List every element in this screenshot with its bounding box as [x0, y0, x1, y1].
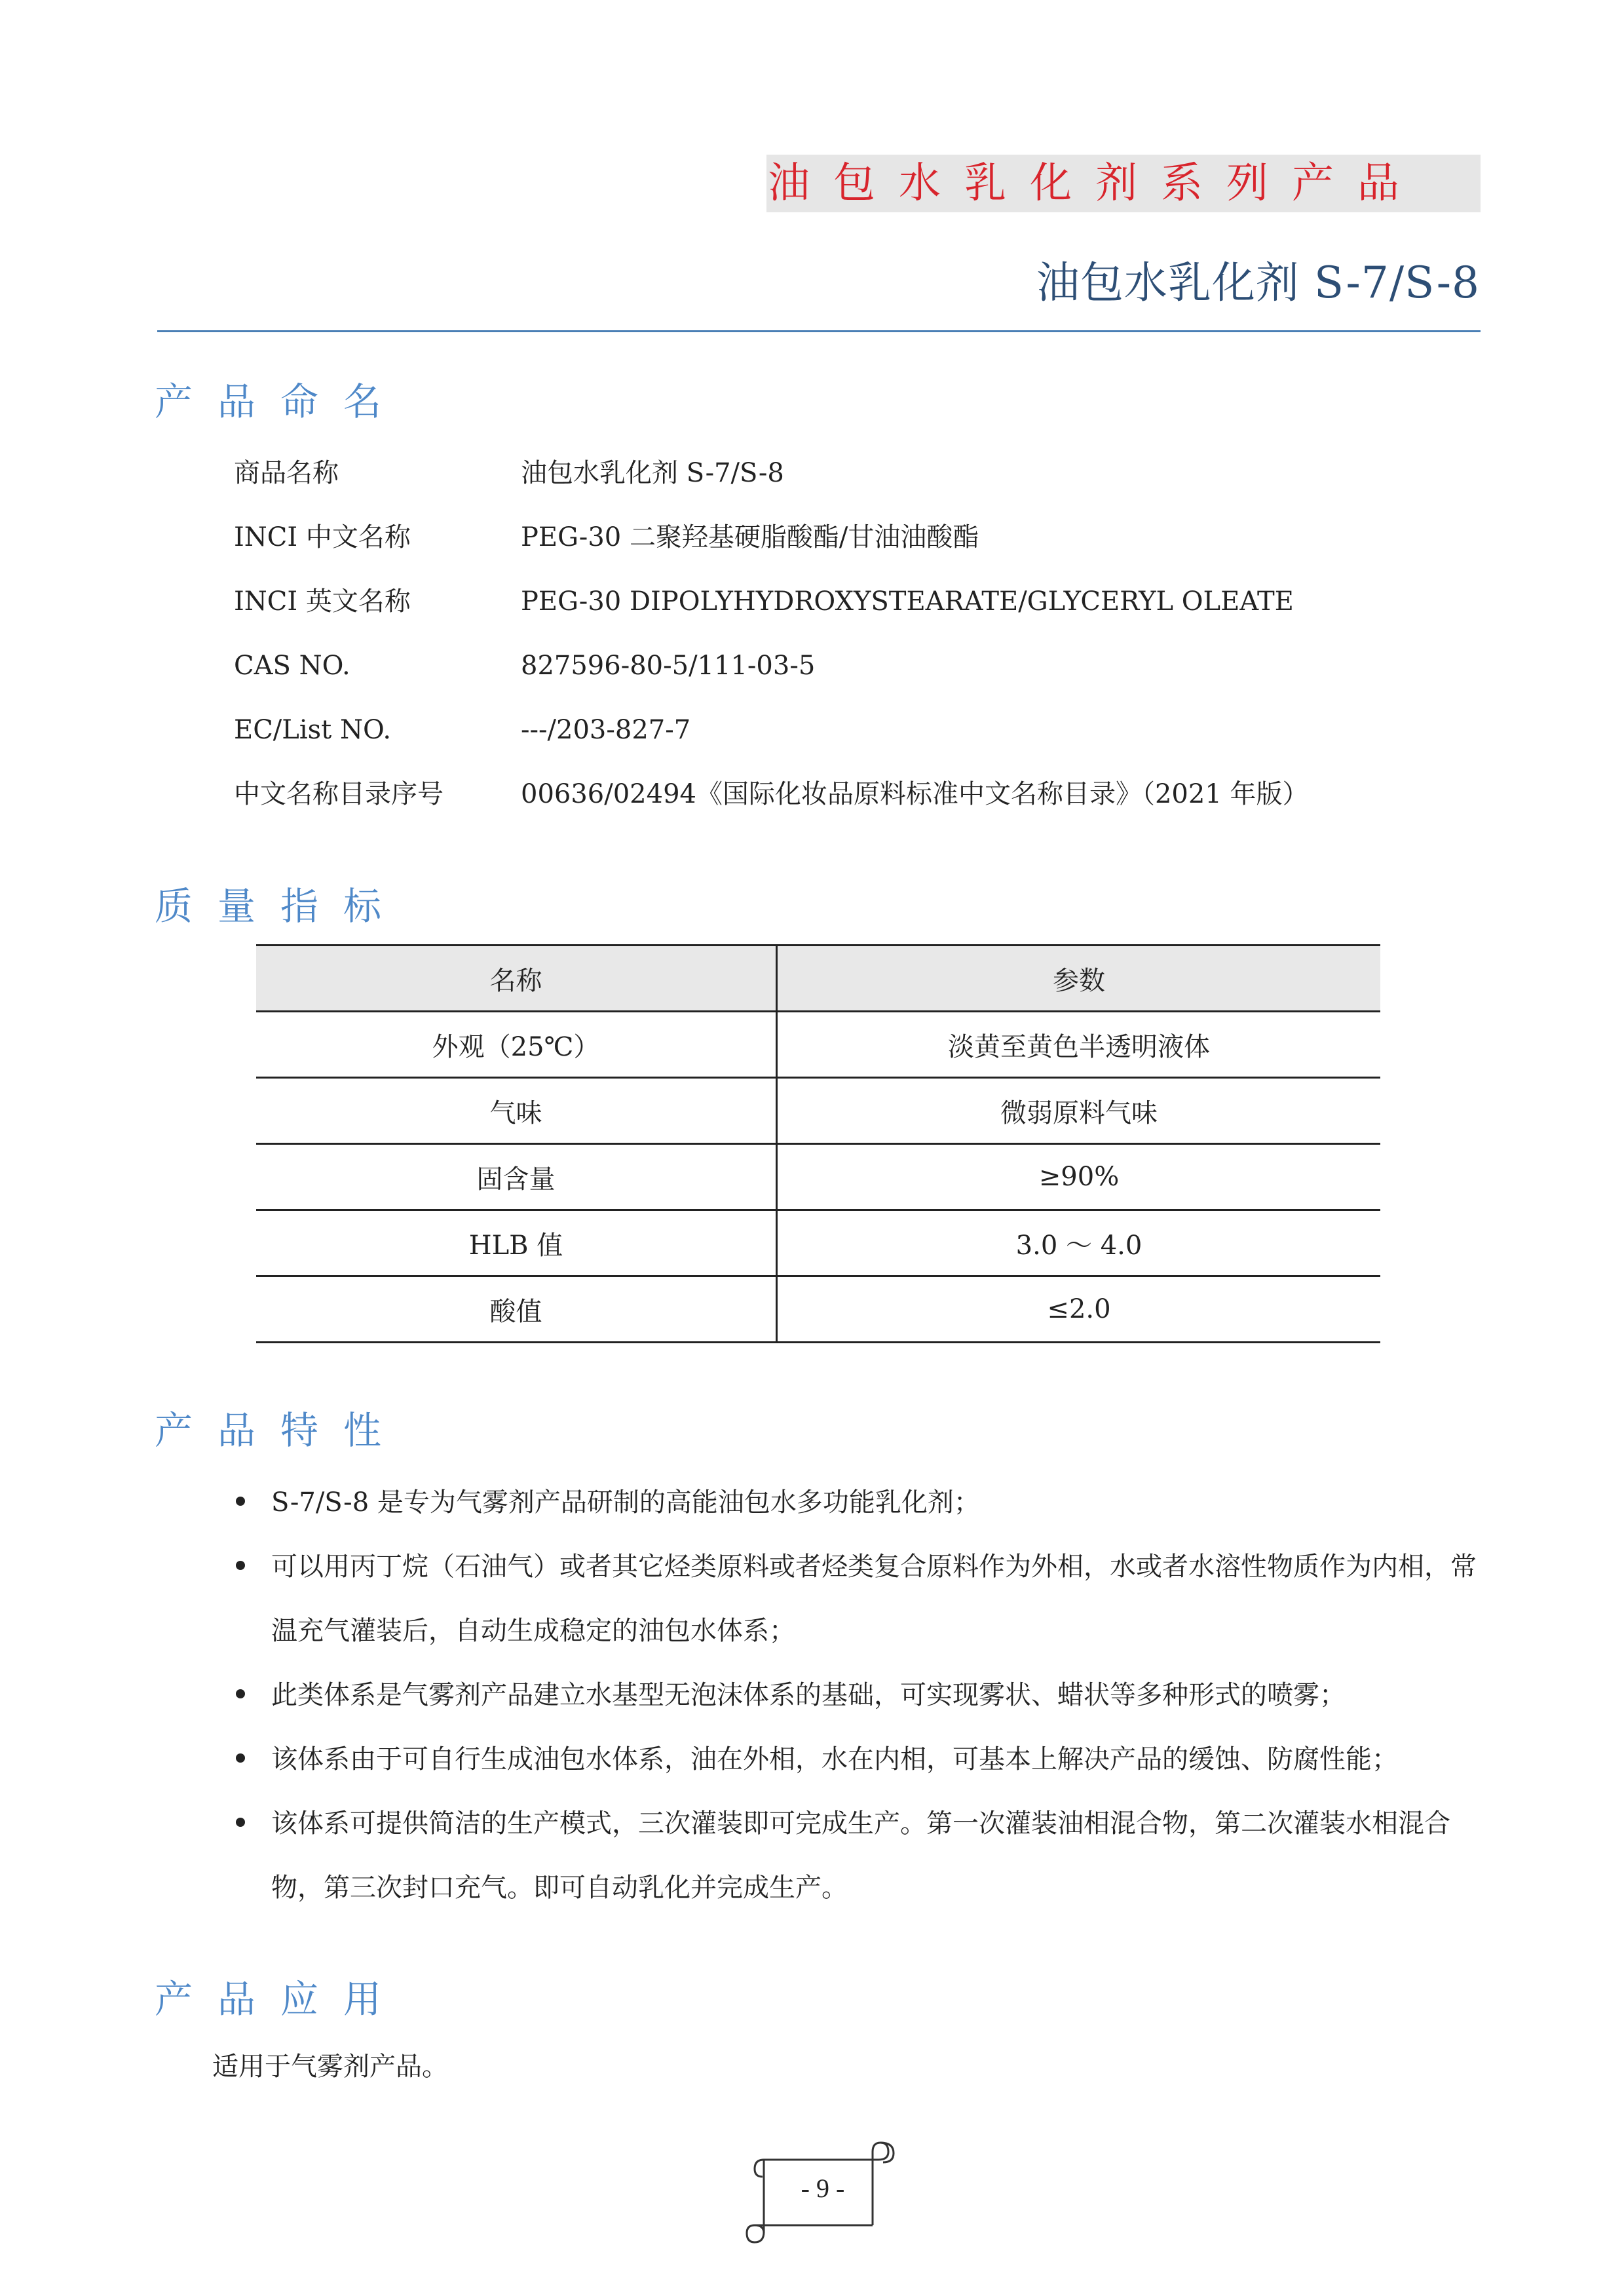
- table-row: [256, 1276, 1380, 1343]
- header-rule: [157, 330, 1481, 332]
- table-cell: 淡黄至黄色半透明液体: [777, 1012, 1381, 1078]
- table-cell: 微弱原料气味: [777, 1078, 1381, 1144]
- feature-text: 该体系可提供简洁的生产模式，三次灌装即可完成生产。第一次灌装油相混合物，第二次灌装水相混合物，第三次封口充气。即可自动乳化并完成生产。: [271, 1808, 1450, 1903]
- table-cell: HLB 值: [256, 1210, 777, 1276]
- table-row: [256, 1078, 1380, 1144]
- table-cell: ≤2.0: [777, 1276, 1381, 1343]
- table-row: [256, 1012, 1380, 1078]
- naming-value: 油包水乳化剂 S-7/S-8: [521, 458, 784, 488]
- table-cell: 固含量: [256, 1144, 777, 1210]
- section-heading-features: 产品特性: [155, 1408, 407, 1453]
- bullet-icon: [236, 1689, 245, 1698]
- bullet-icon: [236, 1497, 245, 1506]
- spec-table: [256, 944, 1380, 1343]
- table-cell: 气味: [256, 1078, 777, 1144]
- naming-label: CAS NO.: [234, 651, 350, 681]
- table-cell: 酸值: [256, 1276, 777, 1343]
- table-header-cell: 参数: [777, 946, 1381, 1012]
- feature-text: 可以用丙丁烷（石油气）或者其它烃类原料或者烃类复合原料作为外相，水或者水溶性物质作为内相，常温充气灌装后，自动生成稳定的油包水体系；: [271, 1552, 1477, 1646]
- naming-value: 00636/02494《国际化妆品原料标准中文名称目录》（2021 年版）: [521, 779, 1309, 809]
- bullet-icon: [236, 1818, 245, 1827]
- page-number: - 9 -: [801, 2173, 845, 2203]
- naming-label: EC/List NO.: [234, 715, 392, 745]
- table-header-cell: 名称: [256, 946, 777, 1012]
- table-cell: 3.0 ～ 4.0: [777, 1210, 1381, 1276]
- table-cell: 外观（25℃）: [256, 1012, 777, 1078]
- product-title: 油包水乳化剂 S-7/S-8: [1036, 258, 1480, 308]
- naming-label: 商品名称: [234, 458, 339, 488]
- section-heading-naming: 产品命名: [155, 379, 407, 424]
- table-cell: ≥90%: [777, 1144, 1381, 1210]
- naming-label: 中文名称目录序号: [234, 779, 444, 809]
- table-row: [256, 1210, 1380, 1276]
- naming-value: PEG-30 二聚羟基硬脂酸酯/甘油油酸酯: [521, 522, 979, 552]
- section-heading-quality: 质量指标: [155, 884, 407, 928]
- feature-text: S-7/S-8 是专为气雾剂产品研制的高能油包水多功能乳化剂；: [271, 1487, 980, 1518]
- naming-label: INCI 英文名称: [234, 586, 411, 617]
- bullet-icon: [236, 1561, 245, 1570]
- application-text: 适用于气雾剂产品。: [212, 2052, 448, 2082]
- feature-text: 此类体系是气雾剂产品建立水基型无泡沫体系的基础，可实现雾状、蜡状等多种形式的喷雾；: [271, 1680, 1346, 1710]
- naming-value: ---/203-827-7: [521, 715, 691, 745]
- naming-label: INCI 中文名称: [234, 522, 411, 552]
- section-heading-application: 产品应用: [155, 1977, 407, 2021]
- naming-value: PEG-30 DIPOLYHYDROXYSTEARATE/GLYCERYL OLEATE: [521, 586, 1294, 617]
- table-header-row: [256, 946, 1380, 1012]
- table-row: [256, 1144, 1380, 1210]
- naming-value: 827596-80-5/111-03-5: [521, 651, 816, 681]
- series-title: 油包水乳化剂系列产品: [768, 159, 1423, 208]
- bullet-icon: [236, 1753, 245, 1763]
- feature-text: 该体系由于可自行生成油包水体系，油在外相，水在内相，可基本上解决产品的缓蚀、防腐性能；: [271, 1744, 1398, 1774]
